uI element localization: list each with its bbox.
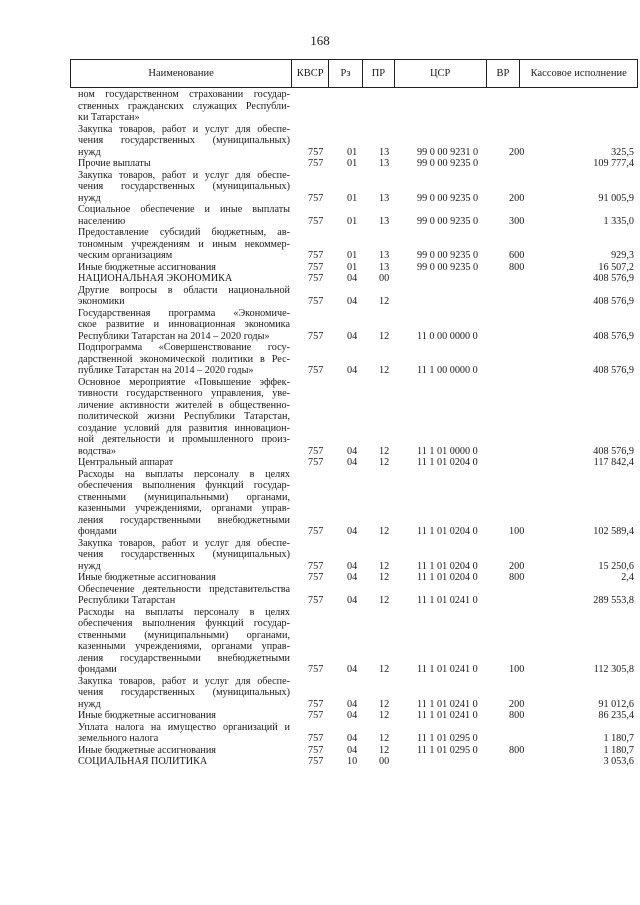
row-name	[78, 170, 290, 205]
row-kvsr: 757	[308, 457, 324, 468]
row-rz: 10	[347, 756, 358, 767]
row-name-line: Закупка товаров, работ и услуг для обеспе-	[78, 169, 290, 181]
row-name	[78, 204, 290, 227]
row-kvsr: 757	[308, 756, 324, 767]
row-kvsr: 757	[308, 365, 324, 376]
row-name-line: фондами	[78, 526, 117, 537]
row-name-line: Закупка товаров, работ и услуг для обеспе-	[78, 123, 290, 135]
row-sum: 2,4	[621, 572, 634, 583]
row-name-line: казенными учреждениями, органами управ-	[78, 503, 290, 514]
row-rz: 04	[347, 560, 358, 572]
header-kassa: Кассовое исполнение	[530, 68, 627, 79]
table-body	[0, 89, 640, 768]
row-vr: 600	[509, 250, 525, 261]
table-row	[0, 89, 640, 124]
row-rz: 01	[347, 261, 358, 273]
row-vr: 800	[509, 261, 525, 273]
row-sum: 117 842,4	[593, 457, 634, 468]
row-rz: 04	[347, 595, 358, 606]
row-name	[78, 722, 290, 745]
header-pr: ПР	[363, 60, 395, 87]
row-pr: 12	[379, 457, 390, 468]
row-csr: 99 0 00 9235 0	[417, 215, 479, 227]
row-csr: 99 0 00 9235 0	[417, 250, 479, 261]
row-rz: 04	[347, 698, 358, 710]
row-pr: 13	[379, 250, 390, 261]
table-row	[0, 273, 640, 285]
row-rz: 04	[347, 273, 358, 284]
row-name	[78, 756, 290, 768]
row-sum: 408 576,9	[593, 273, 634, 284]
row-sum: 1 335,0	[603, 215, 634, 227]
table-row	[0, 170, 640, 205]
row-vr: 200	[509, 560, 525, 572]
row-csr: 11 1 01 0241 0	[417, 698, 478, 710]
row-pr: 12	[379, 572, 390, 583]
row-pr: 13	[379, 146, 390, 158]
row-vr: 800	[509, 710, 525, 721]
row-name	[78, 745, 290, 757]
row-name-line: Социальное обеспечение и иные выплаты	[78, 204, 290, 215]
row-csr: 11 1 01 0204 0	[417, 572, 478, 583]
row-vr: 200	[509, 146, 525, 158]
row-kvsr: 757	[308, 572, 324, 583]
row-name-line: Иные бюджетные ассигнования	[78, 572, 216, 583]
row-name-line: Иные бюджетные ассигнования	[78, 710, 216, 721]
row-name	[78, 262, 290, 274]
table-row	[0, 227, 640, 262]
table-row	[0, 676, 640, 711]
row-name-line: ственных гражданских служащих Республи-	[78, 100, 290, 112]
row-name	[78, 89, 290, 124]
row-rz: 04	[347, 664, 358, 675]
row-name	[78, 158, 290, 170]
row-name-line: Иные бюджетные ассигнования	[78, 261, 216, 273]
row-csr: 99 0 00 9231 0	[417, 146, 479, 158]
row-vr: 300	[509, 215, 525, 227]
row-vr: 800	[509, 572, 525, 583]
row-name-line: ной деятельности и промышленного произ-	[78, 434, 290, 445]
row-name	[78, 584, 290, 607]
row-name-line: Иные бюджетные ассигнования	[78, 744, 216, 756]
table-row	[0, 308, 640, 343]
row-name-line: Прочие выплаты	[78, 158, 151, 169]
row-name-line: нужд	[78, 698, 101, 710]
row-pr: 12	[379, 365, 390, 376]
row-name-line: личение активности жителей в общественно-	[78, 399, 290, 411]
row-name	[78, 469, 290, 538]
row-name	[78, 538, 290, 573]
row-name-line: Расходы на выплаты персоналу в целях	[78, 606, 290, 618]
row-name-line: Республики Татарстан на 2014 – 2020 годы»	[78, 330, 270, 342]
row-kvsr: 757	[308, 445, 324, 457]
row-pr: 00	[379, 273, 390, 284]
row-kvsr: 757	[308, 261, 324, 273]
row-sum: 109 777,4	[593, 158, 634, 169]
row-pr: 12	[379, 733, 390, 744]
row-name-line: ческим организациям	[78, 250, 173, 261]
row-kvsr: 757	[308, 560, 324, 572]
row-name-line: Государственная программа «Экономиче-	[78, 307, 290, 319]
row-sum: 16 507,2	[598, 261, 634, 273]
row-name-line: ки Татарстан»	[78, 112, 140, 123]
table-row	[0, 158, 640, 170]
table-row	[0, 262, 640, 274]
row-sum: 289 553,8	[593, 595, 634, 606]
row-rz: 04	[347, 445, 358, 457]
table-row	[0, 457, 640, 469]
row-name-line: Республики Татарстан	[78, 595, 176, 606]
row-name-line: СОЦИАЛЬНАЯ ПОЛИТИКА	[78, 756, 208, 767]
table-row	[0, 584, 640, 607]
row-rz: 01	[347, 158, 358, 169]
row-name-line: нужд	[78, 192, 101, 204]
row-pr: 12	[379, 664, 390, 675]
row-kvsr: 757	[308, 330, 324, 342]
page-number: 168	[310, 33, 330, 48]
row-kvsr: 757	[308, 146, 324, 158]
row-name	[78, 572, 290, 584]
row-name-line: Центральный аппарат	[78, 457, 174, 468]
row-pr: 12	[379, 445, 390, 457]
row-pr: 13	[379, 261, 390, 273]
row-rz: 04	[347, 710, 358, 721]
row-rz: 04	[347, 744, 358, 756]
row-name-line: обеспечения выполнения функций государ-	[78, 480, 290, 491]
row-pr: 13	[379, 215, 390, 227]
row-name-line: ления государственными внебюджетными	[78, 652, 290, 664]
row-name-line: земельного налога	[78, 733, 159, 744]
row-csr: 11 1 01 0295 0	[417, 733, 478, 744]
row-name-line: НАЦИОНАЛЬНАЯ ЭКОНОМИКА	[78, 273, 233, 284]
row-rz: 01	[347, 192, 358, 204]
row-name-line: обеспечения выполнения функций государ-	[78, 618, 290, 629]
table-row	[0, 377, 640, 458]
row-csr: 11 1 01 0295 0	[417, 744, 478, 756]
row-name	[78, 710, 290, 722]
row-kvsr: 757	[308, 250, 324, 261]
row-csr: 11 0 00 0000 0	[417, 330, 478, 342]
row-name-line: экономики	[78, 296, 125, 307]
row-sum: 408 576,9	[593, 296, 634, 307]
row-name	[78, 607, 290, 676]
row-name-line: фондами	[78, 664, 117, 675]
row-vr: 200	[509, 698, 525, 710]
row-rz: 01	[347, 250, 358, 261]
header-kvsr: КВСР	[292, 60, 329, 87]
row-pr: 12	[379, 595, 390, 606]
row-kvsr: 757	[308, 664, 324, 675]
table-row	[0, 204, 640, 227]
row-name-line: Подпрограмма «Совершенствование госу-	[78, 342, 290, 353]
row-name-line: нужд	[78, 146, 101, 158]
table-header	[70, 59, 638, 88]
row-sum: 325,5	[611, 146, 634, 158]
row-name	[78, 342, 290, 377]
row-sum: 112 305,8	[593, 664, 634, 675]
row-name-line: Закупка товаров, работ и услуг для обеспе-	[78, 675, 290, 687]
row-name-line: населению	[78, 215, 126, 227]
row-name	[78, 273, 290, 285]
row-name-line: ственными (муниципальными) органами,	[78, 629, 290, 641]
row-rz: 04	[347, 296, 358, 307]
row-kvsr: 757	[308, 296, 324, 307]
row-name-line: чения государственных (муниципальных)	[78, 549, 290, 560]
row-kvsr: 757	[308, 733, 324, 744]
row-kvsr: 757	[308, 595, 324, 606]
row-kvsr: 757	[308, 273, 324, 284]
row-kvsr: 757	[308, 698, 324, 710]
row-name-line: чения государственных (муниципальных)	[78, 135, 290, 146]
row-sum: 1 180,7	[603, 744, 634, 756]
row-name	[78, 124, 290, 159]
row-name-line: водства»	[78, 445, 116, 457]
row-rz: 01	[347, 146, 358, 158]
row-sum: 408 576,9	[593, 365, 634, 376]
row-name	[78, 308, 290, 343]
table-row	[0, 756, 640, 768]
row-csr: 99 0 00 9235 0	[417, 158, 479, 169]
row-name-line: Другие вопросы в области национальной	[78, 284, 290, 296]
header-vr: ВР	[487, 60, 521, 87]
row-csr: 11 1 01 0241 0	[417, 664, 478, 675]
row-name-line: тивности государственного управления, уве-	[78, 388, 290, 399]
row-csr: 11 1 01 0204 0	[417, 457, 478, 468]
row-pr: 12	[379, 526, 390, 537]
row-sum: 3 053,6	[603, 756, 634, 767]
row-pr: 12	[379, 744, 390, 756]
row-kvsr: 757	[308, 744, 324, 756]
row-pr: 12	[379, 710, 390, 721]
table-row	[0, 124, 640, 159]
row-name-line: Основное мероприятие «Повышение эффек-	[78, 376, 290, 388]
row-sum: 929,3	[611, 250, 634, 261]
row-kvsr: 757	[308, 158, 324, 169]
row-name	[78, 227, 290, 262]
row-rz: 04	[347, 330, 358, 342]
header-rz: Рз	[329, 60, 363, 87]
row-pr: 00	[379, 756, 390, 767]
table-row	[0, 607, 640, 676]
row-name-line: Закупка товаров, работ и услуг для обеспе-	[78, 537, 290, 549]
row-name-line: Расходы на выплаты персоналу в целях	[78, 468, 290, 480]
row-name-line: дарственной экономической политики в Рес-	[78, 353, 290, 365]
row-rz: 04	[347, 457, 358, 468]
row-kvsr: 757	[308, 192, 324, 204]
table-row	[0, 342, 640, 377]
row-sum: 102 589,4	[593, 526, 634, 537]
row-name-line: публике Татарстан на 2014 – 2020 годы»	[78, 365, 254, 376]
row-csr: 99 0 00 9235 0	[417, 192, 479, 204]
row-csr: 11 1 01 0204 0	[417, 526, 478, 537]
table-row	[0, 538, 640, 573]
row-name-line: чения государственных (муниципальных)	[78, 687, 290, 698]
row-rz: 04	[347, 733, 358, 744]
row-name-line: ское развитие и инновационная экономика	[78, 319, 290, 330]
row-pr: 12	[379, 330, 390, 342]
row-sum: 408 576,9	[593, 445, 634, 457]
row-pr: 12	[379, 560, 390, 572]
row-sum: 91 012,6	[598, 698, 634, 710]
table-row	[0, 572, 640, 584]
row-sum: 15 250,6	[598, 560, 634, 572]
row-csr: 11 1 01 0204 0	[417, 560, 478, 572]
row-pr: 12	[379, 296, 390, 307]
row-name	[78, 457, 290, 469]
table-row	[0, 710, 640, 722]
row-sum: 408 576,9	[593, 330, 634, 342]
row-name-line: казенными учреждениями, органами управ-	[78, 641, 290, 652]
row-vr: 800	[509, 744, 525, 756]
row-sum: 86 235,4	[598, 710, 634, 721]
row-kvsr: 757	[308, 215, 324, 227]
row-rz: 01	[347, 215, 358, 227]
row-sum: 91 005,9	[598, 192, 634, 204]
row-csr: 99 0 00 9235 0	[417, 261, 479, 273]
row-csr: 11 1 01 0241 0	[417, 595, 478, 606]
row-name-line: Уплата налога на имущество организаций и	[78, 721, 290, 733]
row-name-line: Предоставление субсидий бюджетным, ав-	[78, 227, 290, 238]
row-name-line: создание условий для развития инновацион-	[78, 422, 290, 434]
row-vr: 100	[509, 526, 525, 537]
row-name-line: политической жизни Республики Татарстан,	[78, 411, 290, 422]
row-rz: 04	[347, 526, 358, 537]
row-name-line: нужд	[78, 560, 101, 572]
row-vr: 200	[509, 192, 525, 204]
row-pr: 13	[379, 192, 390, 204]
row-name	[78, 676, 290, 711]
row-kvsr: 757	[308, 710, 324, 721]
row-sum: 1 180,7	[603, 733, 634, 744]
row-pr: 13	[379, 158, 390, 169]
row-name-line: ном государственном страховании государ-	[78, 89, 290, 100]
row-name	[78, 285, 290, 308]
row-name-line: чения государственных (муниципальных)	[78, 181, 290, 192]
table-row	[0, 469, 640, 538]
header-csr: ЦСР	[395, 60, 487, 87]
row-name	[78, 377, 290, 458]
row-rz: 04	[347, 365, 358, 376]
row-pr: 12	[379, 698, 390, 710]
row-name-line: Обеспечение деятельности представительства	[78, 583, 290, 595]
row-name-line: ственными (муниципальными) органами,	[78, 491, 290, 503]
row-vr: 100	[509, 664, 525, 675]
row-csr: 11 1 00 0000 0	[417, 365, 478, 376]
table-row	[0, 745, 640, 757]
header-name: Наименование	[71, 60, 292, 87]
row-rz: 04	[347, 572, 358, 583]
row-csr: 11 1 01 0241 0	[417, 710, 478, 721]
row-kvsr: 757	[308, 526, 324, 537]
table-row	[0, 285, 640, 308]
row-name-line: ления государственными внебюджетными	[78, 514, 290, 526]
row-csr: 11 1 01 0000 0	[417, 445, 478, 457]
row-name-line: тономным учреждениям и иным некоммер-	[78, 238, 290, 250]
table-row	[0, 722, 640, 745]
